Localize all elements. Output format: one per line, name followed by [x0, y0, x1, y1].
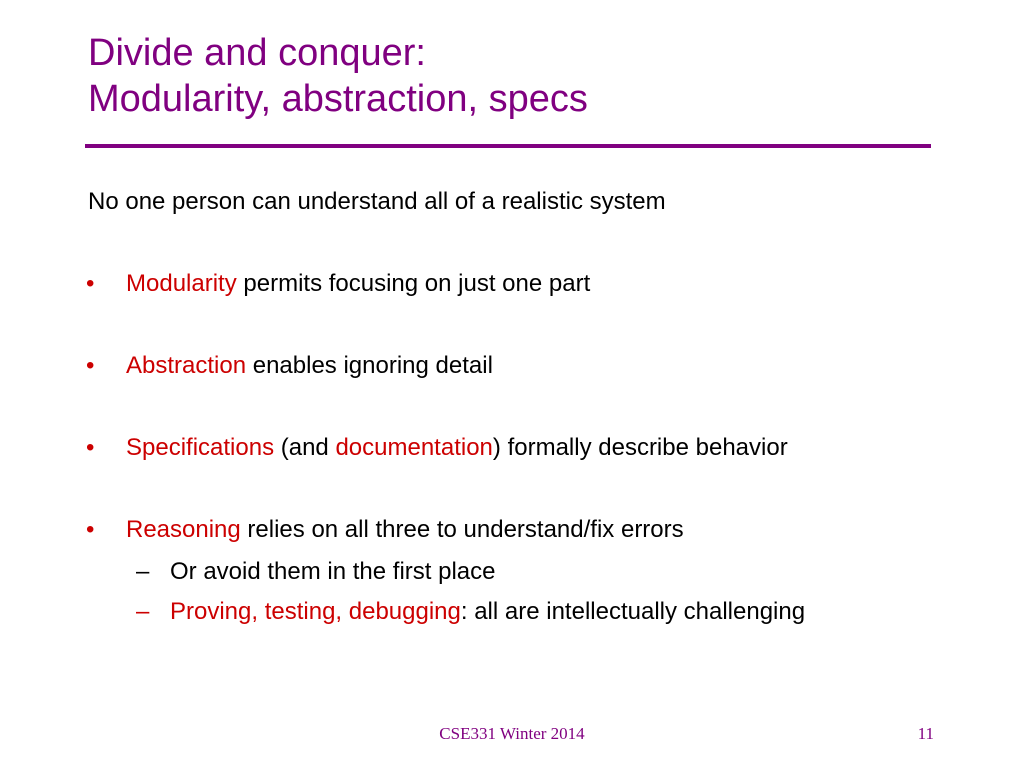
sub-bullet-text: Or avoid them in the first place	[170, 558, 496, 585]
bullet-text: ) formally describe behavior	[492, 434, 788, 461]
dash-icon: –	[136, 598, 150, 625]
bullet-text: enables ignoring detail	[246, 352, 493, 379]
sub-bullet-proving	[136, 596, 805, 628]
bullet-highlight-documentation: documentation	[335, 434, 493, 461]
footer-course-label: CSE331 Winter 2014	[439, 724, 585, 743]
footer-page-number: 11	[917, 724, 934, 743]
title-underline-rule	[85, 144, 931, 148]
bullet-highlight: Specifications	[126, 434, 275, 461]
bullet-highlight: Abstraction	[126, 352, 247, 379]
bullet-text: permits focusing on just one part	[236, 270, 591, 297]
sub-bullet-highlight: Proving, testing, debugging	[170, 598, 461, 625]
bullet-icon: •	[86, 516, 95, 543]
bullet-icon: •	[86, 270, 95, 297]
bullet-text-mid: (and	[274, 434, 336, 461]
slide-title	[88, 30, 948, 122]
slide-title-line-2: Modularity, abstraction, specs	[88, 78, 588, 120]
bullet-icon: •	[86, 434, 95, 461]
sub-bullet-text: : all are intellectually challenging	[460, 598, 806, 625]
dash-icon: –	[136, 558, 150, 585]
bullet-icon: •	[86, 352, 95, 379]
bullet-modularity	[86, 268, 590, 300]
bullet-highlight: Modularity	[126, 270, 237, 297]
bullet-reasoning	[86, 514, 684, 546]
slide-title-line-1: Divide and conquer:	[88, 32, 426, 74]
bullet-specifications	[86, 432, 788, 464]
bullet-text: relies on all three to understand/fix errors	[240, 516, 684, 543]
intro-text: No one person can understand all of a realistic system	[88, 188, 666, 215]
bullet-abstraction	[86, 350, 493, 382]
bullet-highlight: Reasoning	[126, 516, 241, 543]
sub-bullet-avoid	[136, 556, 495, 588]
